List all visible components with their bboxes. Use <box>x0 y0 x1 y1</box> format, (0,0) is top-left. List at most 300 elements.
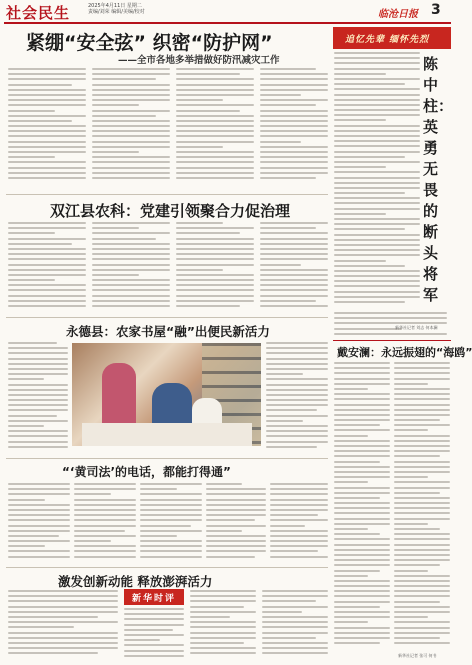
text-line <box>8 130 86 132</box>
text-line <box>8 289 86 291</box>
text-line <box>334 130 420 132</box>
text-line <box>262 632 328 634</box>
text-line <box>206 545 266 547</box>
text-line <box>394 372 450 374</box>
text-line <box>140 509 202 511</box>
text-line <box>334 317 447 319</box>
text-line <box>270 493 328 495</box>
text-line <box>206 483 242 485</box>
text-line <box>8 590 118 592</box>
text-line <box>266 399 328 401</box>
text-line <box>334 523 390 525</box>
text-line <box>394 502 450 504</box>
text-line <box>270 545 328 547</box>
text-line <box>8 483 70 485</box>
text-line <box>334 197 420 199</box>
text-line <box>260 258 328 260</box>
text-line <box>334 301 405 303</box>
right-story2-byline: 新华社记者 张可 何书 <box>398 653 437 658</box>
text-line <box>260 177 316 179</box>
text-line <box>394 497 450 499</box>
text-line <box>8 68 86 70</box>
commentary-tag <box>124 589 184 605</box>
text-line <box>394 507 450 509</box>
text-line <box>270 514 318 516</box>
right-story2-column-2 <box>394 362 450 650</box>
text-line <box>176 146 223 148</box>
text-line <box>334 187 420 189</box>
text-line <box>92 177 170 179</box>
text-line <box>334 424 380 426</box>
text-line <box>140 514 202 516</box>
text-line <box>334 528 368 530</box>
text-line <box>8 248 86 250</box>
text-line <box>8 499 45 501</box>
text-line <box>334 409 390 411</box>
text-line <box>334 466 390 468</box>
paper-name: 临沧日报 <box>378 9 418 20</box>
text-line <box>260 99 328 101</box>
text-line <box>92 284 170 286</box>
text-line <box>8 104 86 106</box>
text-line <box>8 525 70 527</box>
text-line <box>206 556 255 558</box>
text-line <box>8 399 68 401</box>
text-line <box>260 274 328 276</box>
text-line <box>334 502 390 504</box>
text-line <box>334 481 368 483</box>
text-line <box>8 540 70 542</box>
text-line <box>394 435 450 437</box>
text-line <box>334 595 390 597</box>
lead-column-4 <box>260 68 328 186</box>
text-line <box>74 556 136 558</box>
text-line <box>92 253 170 255</box>
text-line <box>176 295 254 297</box>
text-line <box>394 481 450 483</box>
text-line <box>176 161 254 163</box>
story2-column-4 <box>260 222 328 314</box>
text-line <box>92 289 170 291</box>
text-line <box>206 525 266 527</box>
text-line <box>8 279 55 281</box>
text-line <box>260 68 316 70</box>
text-line <box>8 146 86 148</box>
text-line <box>334 280 420 282</box>
text-line <box>190 621 256 623</box>
text-line <box>334 83 405 85</box>
story2-headline: 双江县农科：党建引领聚合力促治理 <box>50 202 291 220</box>
text-line <box>334 88 420 90</box>
text-line <box>394 512 450 514</box>
text-line <box>92 84 170 86</box>
text-line <box>334 145 420 147</box>
text-line <box>176 284 254 286</box>
text-line <box>8 430 68 432</box>
date-block <box>88 3 145 15</box>
text-line <box>206 493 266 495</box>
text-line <box>334 104 420 106</box>
text-line <box>334 440 390 442</box>
text-line <box>8 151 86 153</box>
text-line <box>334 291 420 293</box>
text-line <box>394 595 450 597</box>
lead-column-3 <box>176 68 254 186</box>
text-line <box>334 171 420 173</box>
feature-column-1 <box>334 52 420 310</box>
date-line: 2025年4月11日 星期二 <box>88 3 142 9</box>
text-line <box>260 135 328 137</box>
text-line <box>262 621 328 623</box>
text-line <box>260 151 328 153</box>
text-line <box>394 388 450 390</box>
text-line <box>8 409 68 411</box>
text-line <box>206 519 255 521</box>
text-line <box>270 504 328 506</box>
text-line <box>74 550 136 552</box>
text-line <box>8 550 70 552</box>
text-line <box>270 550 318 552</box>
text-line <box>334 476 390 478</box>
story5-headline: 激发创新动能 释放澎湃活力 <box>58 574 213 589</box>
text-line <box>270 483 328 485</box>
text-line <box>92 78 156 80</box>
text-line <box>260 264 301 266</box>
divider <box>6 458 328 459</box>
text-line <box>8 378 44 380</box>
text-line <box>334 538 390 540</box>
text-line <box>176 269 223 271</box>
divider <box>6 194 328 195</box>
text-line <box>334 218 420 220</box>
text-line <box>334 166 386 168</box>
text-line <box>8 135 86 137</box>
text-line <box>8 530 70 532</box>
text-line <box>334 285 420 287</box>
text-line <box>262 652 328 654</box>
text-line <box>190 652 256 654</box>
text-line <box>92 104 139 106</box>
text-line <box>8 358 68 360</box>
text-line <box>8 637 118 639</box>
text-line <box>394 362 450 364</box>
text-line <box>394 637 440 639</box>
text-line <box>92 300 170 302</box>
text-line <box>260 89 328 91</box>
text-line <box>92 73 170 75</box>
text-line <box>140 556 202 558</box>
text-line <box>190 595 256 597</box>
text-line <box>334 554 390 556</box>
text-line <box>140 499 202 501</box>
text-line <box>262 616 328 618</box>
text-line <box>140 550 202 552</box>
text-line <box>334 372 390 374</box>
text-line <box>394 642 450 644</box>
text-line <box>92 94 170 96</box>
text-line <box>260 146 328 148</box>
text-line <box>74 504 136 506</box>
text-line <box>8 415 57 417</box>
text-line <box>266 384 328 386</box>
text-line <box>176 243 254 245</box>
text-line <box>394 429 428 431</box>
text-line <box>8 373 68 375</box>
text-line <box>176 274 254 276</box>
text-line <box>334 564 390 566</box>
text-line <box>334 265 405 267</box>
text-line <box>334 239 420 241</box>
text-line <box>394 518 450 520</box>
text-line <box>334 260 386 262</box>
text-line <box>74 535 136 537</box>
text-line <box>334 621 368 623</box>
text-line <box>176 248 254 250</box>
text-line <box>394 601 440 603</box>
text-line <box>260 167 328 169</box>
text-line <box>124 624 184 626</box>
text-line <box>266 430 328 432</box>
text-line <box>176 279 254 281</box>
text-line <box>8 141 86 143</box>
text-line <box>394 528 440 530</box>
text-line <box>266 363 328 365</box>
text-line <box>260 73 328 75</box>
lead-column-2 <box>92 68 170 186</box>
text-line <box>394 616 428 618</box>
text-line <box>334 99 420 101</box>
text-line <box>92 222 170 224</box>
text-line <box>8 115 86 117</box>
text-line <box>8 435 68 437</box>
story4-column-2 <box>74 483 136 565</box>
text-line <box>334 642 380 644</box>
text-line <box>8 269 86 271</box>
text-line <box>8 384 68 386</box>
story2-column-2 <box>92 222 170 314</box>
text-line <box>334 182 420 184</box>
text-line <box>334 637 390 639</box>
text-line <box>92 161 170 163</box>
text-line <box>394 590 450 592</box>
text-line <box>334 611 390 613</box>
text-line <box>206 530 242 532</box>
text-line <box>262 611 302 613</box>
feature-banner <box>333 27 451 49</box>
text-line <box>334 627 390 629</box>
text-line <box>262 637 316 639</box>
text-line <box>266 378 328 380</box>
story5-column-2 <box>124 608 184 660</box>
text-line <box>124 650 184 652</box>
text-line <box>74 525 136 527</box>
text-line <box>260 161 328 163</box>
text-line <box>8 441 68 443</box>
text-line <box>262 647 328 649</box>
text-line <box>334 471 390 473</box>
text-line <box>8 493 70 495</box>
text-line <box>176 94 254 96</box>
text-line <box>92 141 170 143</box>
text-line <box>266 409 317 411</box>
text-line <box>140 530 202 532</box>
text-line <box>176 300 254 302</box>
text-line <box>270 499 328 501</box>
text-line <box>270 519 328 521</box>
text-line <box>8 647 118 649</box>
text-line <box>74 545 136 547</box>
text-line <box>8 352 68 354</box>
text-line <box>260 238 328 240</box>
text-line <box>266 389 328 391</box>
text-line <box>8 389 68 391</box>
text-line <box>8 172 86 174</box>
text-line <box>334 445 390 447</box>
text-line <box>74 540 111 542</box>
text-line <box>140 540 202 542</box>
text-line <box>334 161 420 163</box>
story4-headline: “‘黄司法’的电话，都能打得通” <box>62 465 231 479</box>
text-line <box>260 284 328 286</box>
text-line <box>176 305 240 307</box>
text-line <box>260 295 328 297</box>
text-line <box>206 550 266 552</box>
text-line <box>334 234 420 236</box>
text-line <box>394 570 428 572</box>
text-line <box>206 540 266 542</box>
text-line <box>206 499 266 501</box>
text-line <box>74 499 136 501</box>
text-line <box>8 73 86 75</box>
text-line <box>8 509 70 511</box>
text-line <box>394 378 450 380</box>
story3-photo <box>72 343 261 446</box>
text-line <box>8 253 86 255</box>
banner-text: 追忆先辈 缅怀先烈 <box>345 35 430 45</box>
text-line <box>260 125 328 127</box>
text-line <box>176 89 254 91</box>
text-line <box>92 248 170 250</box>
text-line <box>394 383 428 385</box>
text-line <box>92 274 139 276</box>
text-line <box>394 398 450 400</box>
text-line <box>260 94 301 96</box>
text-line <box>92 232 170 234</box>
text-line <box>394 455 440 457</box>
text-line <box>176 68 254 70</box>
lead-column-1 <box>8 68 86 186</box>
text-line <box>394 559 450 561</box>
text-line <box>176 167 254 169</box>
text-line <box>394 414 450 416</box>
text-line <box>190 626 256 628</box>
text-line <box>334 244 420 246</box>
text-line <box>176 253 254 255</box>
text-line <box>124 613 184 615</box>
lead-headline: 紧绷“安全弦” 织密“防护网” <box>26 32 273 54</box>
text-line <box>190 606 244 608</box>
text-line <box>260 84 328 86</box>
text-line <box>334 254 420 256</box>
text-line <box>92 167 170 169</box>
text-line <box>140 488 177 490</box>
text-line <box>8 600 118 602</box>
text-line <box>8 300 86 302</box>
text-line <box>8 514 70 516</box>
text-line <box>190 611 256 613</box>
text-line <box>334 119 386 121</box>
text-line <box>124 618 184 620</box>
text-line <box>266 420 303 422</box>
text-line <box>334 94 420 96</box>
text-line <box>8 368 68 370</box>
feature-title: 陈中柱：英勇无畏的断头将军 <box>423 55 454 304</box>
text-line <box>190 647 256 649</box>
text-line <box>260 248 328 250</box>
text-line <box>8 258 86 260</box>
page-number: 3 <box>431 2 441 18</box>
text-line <box>334 414 390 416</box>
text-line <box>124 629 173 631</box>
text-line <box>334 192 405 194</box>
text-line <box>8 94 86 96</box>
story2-column-1 <box>8 222 86 314</box>
text-line <box>334 208 420 210</box>
text-line <box>334 388 368 390</box>
text-line <box>266 342 328 344</box>
text-line <box>334 213 386 215</box>
text-line <box>394 367 450 369</box>
text-line <box>260 279 328 281</box>
text-line <box>8 125 86 127</box>
story2-column-3 <box>176 222 254 314</box>
feature-byline: 新华社记者 刘志 何本澜 <box>395 325 438 330</box>
text-line <box>190 590 256 592</box>
story4-column-5 <box>270 483 328 565</box>
text-line <box>8 156 55 158</box>
text-line <box>140 525 191 527</box>
text-line <box>334 223 420 225</box>
text-line <box>394 476 428 478</box>
text-line <box>262 595 328 597</box>
text-line <box>334 450 390 452</box>
text-line <box>124 655 184 657</box>
text-line <box>176 232 240 234</box>
text-line <box>334 367 390 369</box>
story5-column-4 <box>262 590 328 660</box>
text-line <box>260 227 316 229</box>
text-line <box>8 342 57 344</box>
divider <box>333 340 451 341</box>
text-line <box>394 585 450 587</box>
text-line <box>176 227 254 229</box>
text-line <box>394 621 450 623</box>
text-line <box>394 404 450 406</box>
text-line <box>270 488 328 490</box>
text-line <box>92 264 170 266</box>
text-line <box>176 135 254 137</box>
text-line <box>92 151 139 153</box>
text-line <box>334 606 380 608</box>
text-line <box>260 305 328 307</box>
text-line <box>8 227 86 229</box>
text-line <box>394 471 450 473</box>
text-line <box>334 114 420 116</box>
text-line <box>8 606 118 608</box>
editor-line: 责编/刘荣 编辑/美编/校对 <box>88 9 145 15</box>
text-line <box>260 115 328 117</box>
text-line <box>334 580 390 582</box>
